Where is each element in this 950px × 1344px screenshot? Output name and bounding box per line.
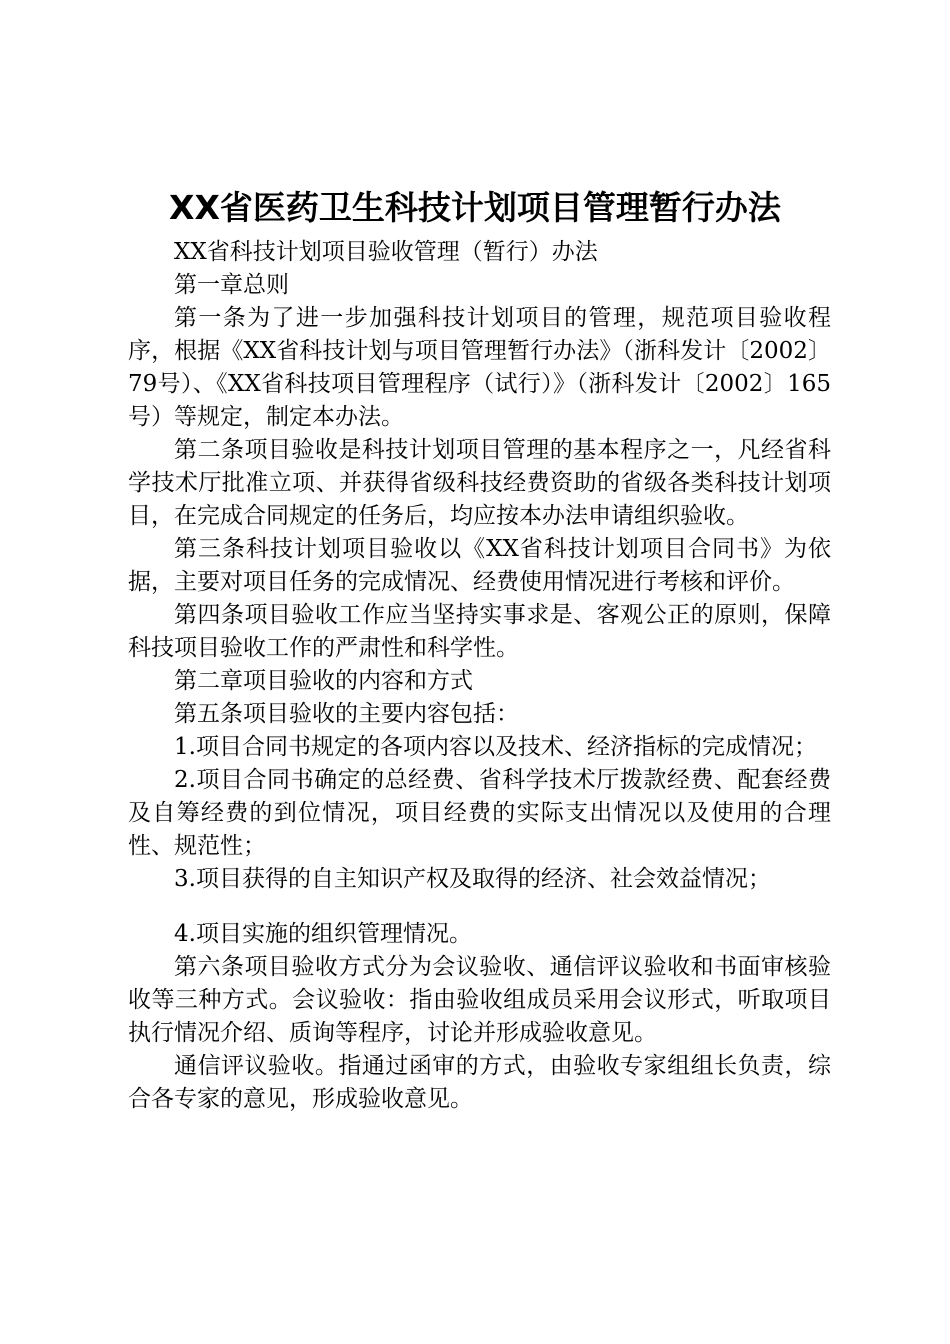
list-item: 3.项目获得的自主知识产权及取得的经济、社会效益情况； [174, 866, 771, 892]
list-item: 1.项目合同书规定的各项内容以及技术、经济指标的完成情况； [174, 734, 817, 760]
document-title: XX省医药卫生科技计划项目管理暂行办法 [169, 188, 781, 227]
chapter-heading: 第一章总则 [174, 272, 289, 298]
list-item: 4.项目实施的组织管理情况。 [174, 921, 472, 947]
article-paragraph: 第六条项目验收方式分为会议验收、通信评议验收和书面审核验收等三种方式。会议验收：指由验收组成员采用会议形式，听取项目执行情况介绍、质询等程序，讨论并形成验收意见。 [128, 954, 831, 1046]
article-paragraph: 通信评议验收。指通过函审的方式，由验收专家组组长负责，综合各专家的意见，形成验收意见。 [128, 1053, 831, 1112]
article-paragraph: 第五条项目验收的主要内容包括： [174, 701, 519, 727]
subtitle-paragraph: XX省科技计划项目验收管理（暂行）办法 [174, 239, 598, 265]
chapter-heading: 第二章项目验收的内容和方式 [174, 668, 473, 694]
article-paragraph: 第四条项目验收工作应当坚持实事求是、客观公正的原则，保障科技项目验收工作的严肃性和科学性。 [128, 602, 831, 661]
article-paragraph: 第一条为了进一步加强科技计划项目的管理，规范项目验收程序，根据《XX省科技计划与项目管理暂行办法》（浙科发计〔2002〕79号）、《XX省科技项目管理程序（试行）》（浙科发计〔2002〕165号）等规定，制定本办法。 [128, 305, 831, 430]
article-paragraph: 第二条项目验收是科技计划项目管理的基本程序之一，凡经省科学技术厅批准立项、并获得省级科技经费资助的省级各类科技计划项目，在完成合同规定的任务后，均应按本办法申请组织验收。 [128, 437, 831, 529]
document-body [128, 236, 831, 1116]
list-item: 2.项目合同书确定的总经费、省科学技术厅拨款经费、配套经费及自筹经费的到位情况，项目经费的实际支出情况以及使用的合理性、规范性； [128, 767, 831, 859]
article-paragraph: 第三条科技计划项目验收以《XX省科技计划项目合同书》为依据，主要对项目任务的完成情况、经费使用情况进行考核和评价。 [128, 536, 831, 595]
